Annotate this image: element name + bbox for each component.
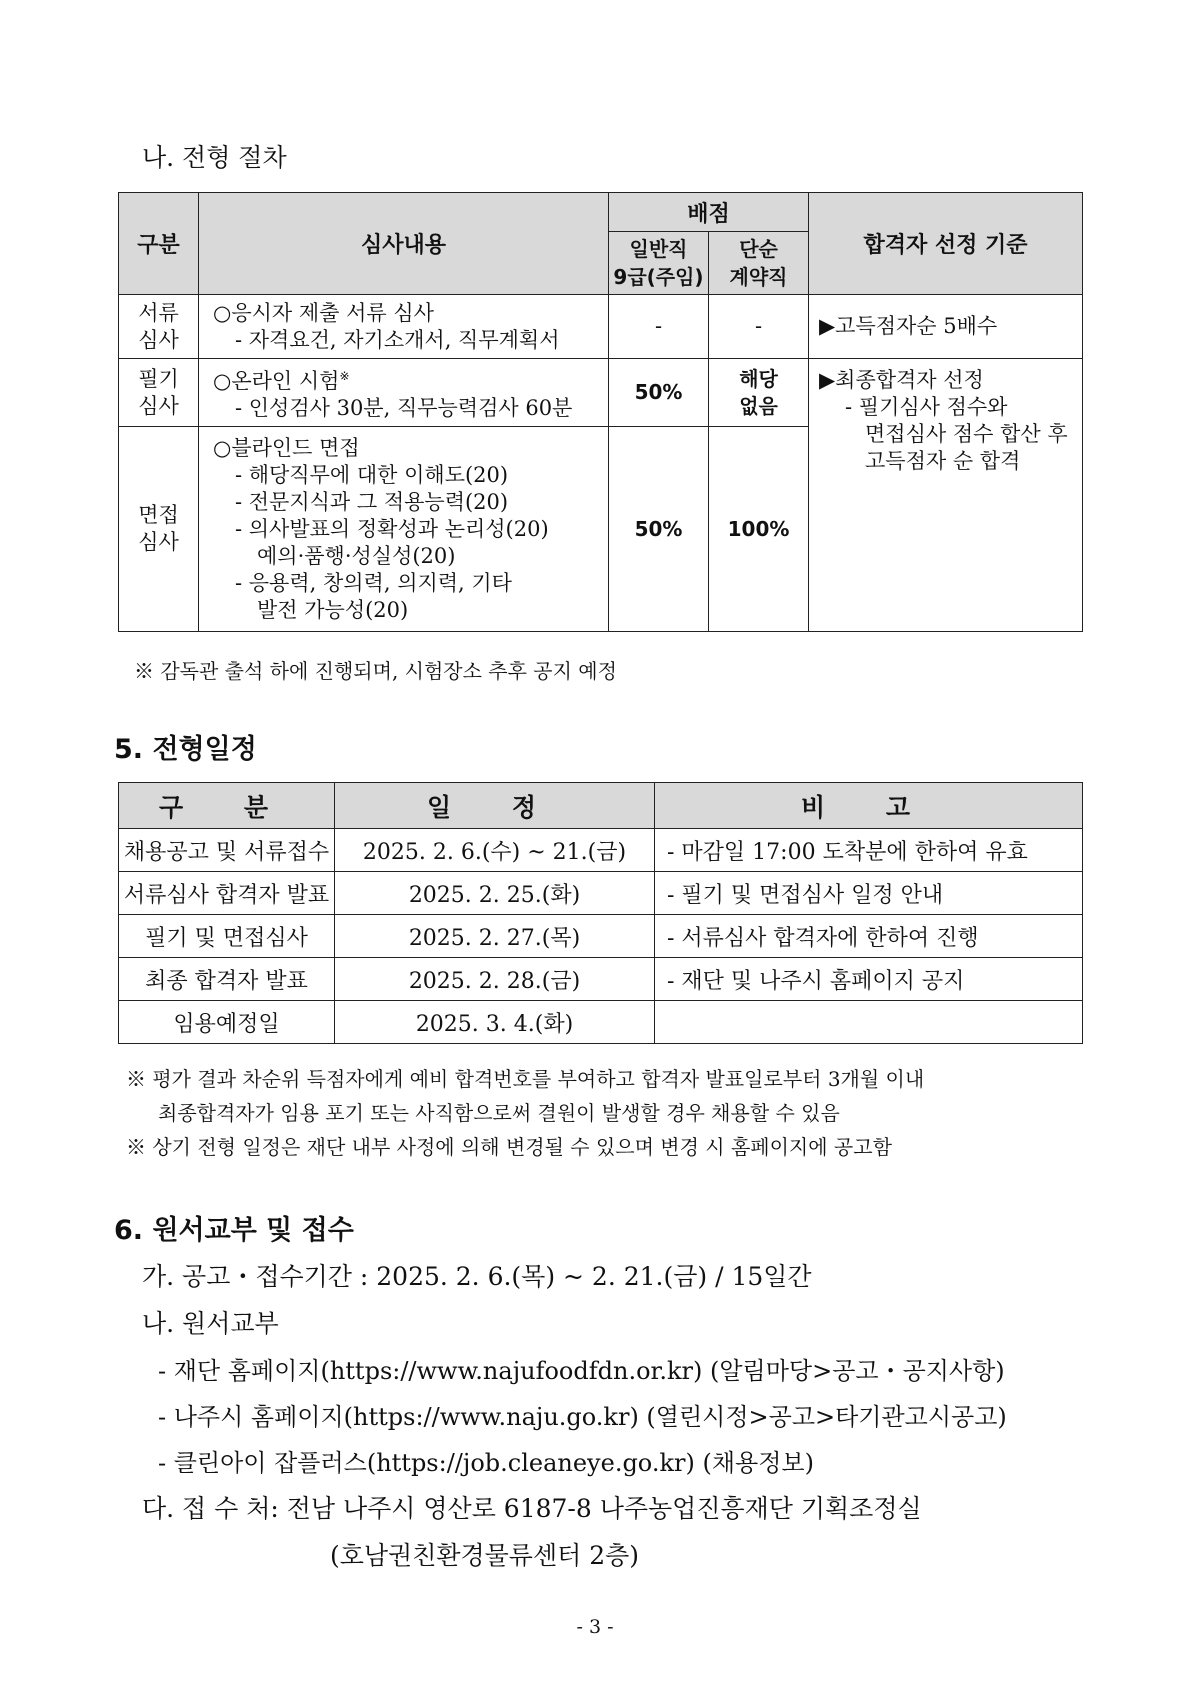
header-score-simple: 단순 계약직 [709,232,809,295]
schedule-note: - 마감일 17:00 도착분에 한하여 유효 [655,829,1083,872]
row-category: 면접 심사 [119,427,199,632]
table-row [119,958,1083,1001]
process-table [118,192,1083,632]
row-score-general: 50% [609,427,709,632]
distribution-naju: - 나주시 홈페이지(https://www.naju.go.kr) (열린시정>공고>타기관고시공고) [158,1403,1007,1431]
table-row [119,359,1083,427]
table-row [119,295,1083,359]
schedule-note-1: ※ 평가 결과 차순위 득점자에게 예비 합격번호를 부여하고 합격자 발표일로부터 3개월 이내 [126,1067,925,1091]
table-row [119,872,1083,915]
row-content: ○온라인 시험※ - 인성검사 30분, 직무능력검사 60분 [199,359,609,427]
distribution-title: 나. 원서교부 [142,1309,279,1338]
row-score-general: - [609,295,709,359]
row-score-general: 50% [609,359,709,427]
page-number: - 3 - [576,1616,614,1638]
row-category: 필기 심사 [119,359,199,427]
reception-period: 가. 공고・접수기간 : 2025. 2. 6.(목) ~ 2. 21.(금) / 15일간 [142,1262,812,1291]
header-score-general: 일반직 9급(주임) [609,232,709,295]
row-category: 서류 심사 [119,295,199,359]
schedule-note-1-cont: 최종합격자가 임용 포기 또는 사직함으로써 결원이 발생할 경우 채용할 수 있음 [158,1101,840,1125]
row-score-simple: 해당 없음 [709,359,809,427]
section-b-title: 나. 전형 절차 [142,143,287,172]
row-content: ○응시자 제출 서류 심사 - 자격요건, 자기소개서, 직무계획서 [199,295,609,359]
schedule-item: 최종 합격자 발표 [119,958,335,1001]
header-criteria: 합격자 선정 기준 [809,193,1083,295]
process-note: ※ 감독관 출석 하에 진행되며, 시험장소 추후 공지 예정 [134,659,617,683]
schedule-table [118,782,1083,1044]
schedule-note-2: ※ 상기 전형 일정은 재단 내부 사정에 의해 변경될 수 있으며 변경 시 홈페이지에 공고함 [126,1135,892,1159]
schedule-date: 2025. 2. 25.(화) [335,872,655,915]
schedule-header-date: 일 정 [335,783,655,829]
schedule-date: 2025. 2. 27.(목) [335,915,655,958]
row-criteria: ▶최종합격자 선정 - 필기심사 점수와 면접심사 점수 합산 후 고득점자 순 합격 [809,359,1083,632]
table-row [119,829,1083,872]
row-criteria: ▶고득점자순 5배수 [809,295,1083,359]
schedule-item: 필기 및 면접심사 [119,915,335,958]
schedule-date: 2025. 2. 28.(금) [335,958,655,1001]
schedule-note: - 서류심사 합격자에 한하여 진행 [655,915,1083,958]
reception-place-detail: (호남권친환경물류센터 2층) [330,1541,640,1570]
table-row [119,915,1083,958]
header-score: 배점 [609,193,809,232]
distribution-foundation: - 재단 홈페이지(https://www.najufoodfdn.or.kr) (알림마당>공고・공지사항) [158,1357,1005,1385]
schedule-date: 2025. 2. 6.(수) ~ 21.(금) [335,829,655,872]
schedule-note: - 재단 및 나주시 홈페이지 공지 [655,958,1083,1001]
distribution-cleaneye: - 클린아이 잡플러스(https://job.cleaneye.go.kr) (채용정보) [158,1449,814,1477]
schedule-note [655,1001,1083,1044]
row-score-simple: - [709,295,809,359]
schedule-item: 임용예정일 [119,1001,335,1044]
schedule-item: 채용공고 및 서류접수 [119,829,335,872]
schedule-item: 서류심사 합격자 발표 [119,872,335,915]
schedule-date: 2025. 3. 4.(화) [335,1001,655,1044]
row-content: ○블라인드 면접 - 해당직무에 대한 이해도(20) - 전문지식과 그 적용능력(20) - 의사발표의 정확성과 논리성(20) 예의·품행·성실성(20) - 응용력, 창의력, 의지력, 기타 발전 가능성(20) [199,427,609,632]
schedule-header-note: 비 고 [655,783,1083,829]
schedule-note: - 필기 및 면접심사 일정 안내 [655,872,1083,915]
section-5-title: 5. 전형일정 [114,734,257,765]
table-row [119,1001,1083,1044]
header-category: 구분 [119,193,199,295]
header-content: 심사내용 [199,193,609,295]
schedule-header-item: 구 분 [119,783,335,829]
section-6-title: 6. 원서교부 및 접수 [114,1215,354,1246]
reception-place: 다. 접 수 처: 전남 나주시 영산로 6187-8 나주농업진흥재단 기획조정실 [142,1494,922,1523]
row-score-simple: 100% [709,427,809,632]
